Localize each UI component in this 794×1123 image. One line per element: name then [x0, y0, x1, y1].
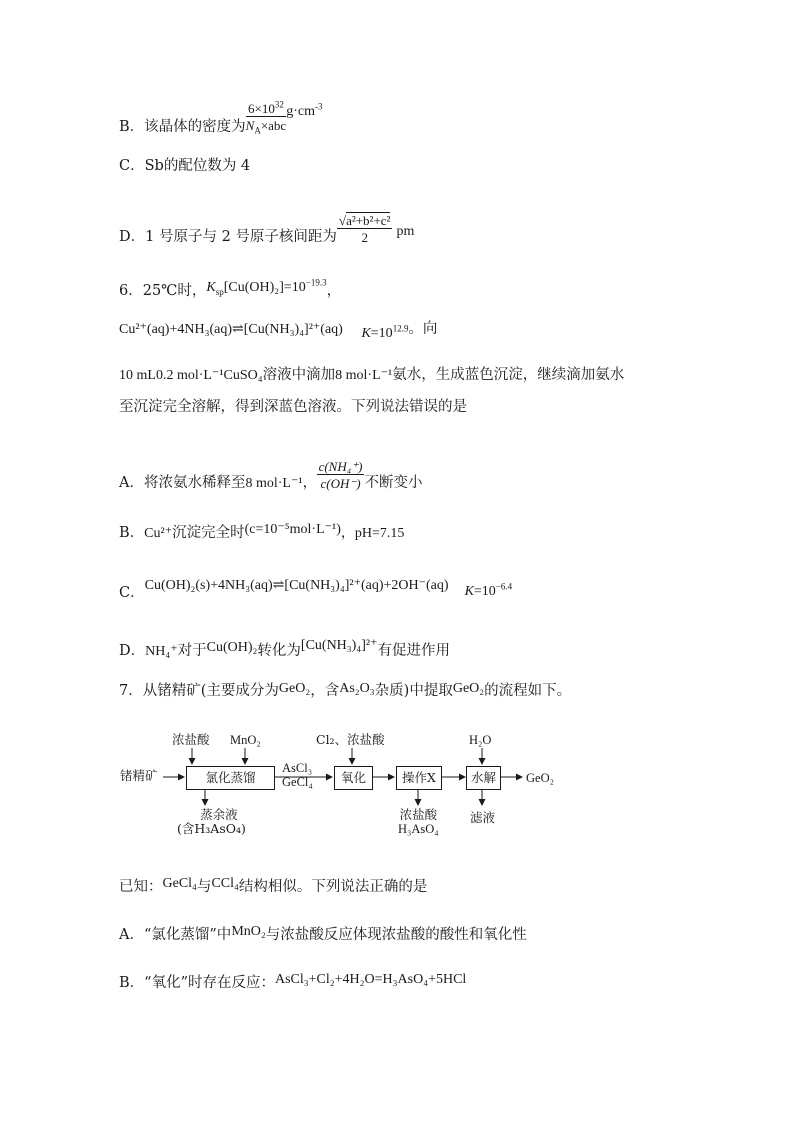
text: 的流程如下。 [484, 683, 572, 699]
dissolution-equation: Cu(OH)₂(s)+4NH₃(aq)⇌[Cu(NH₃)₄]²⁺(aq)+2OH⁻(aq) [144, 578, 449, 593]
density-numerator: 6×10 [248, 101, 275, 116]
text: ，含 [310, 683, 340, 699]
radicand: a²+b²+c² [346, 213, 391, 228]
equilibrium-constant: $K=10^{12.9}$ [361, 323, 409, 341]
reagent-hcl: 浓盐酸 [172, 732, 210, 747]
k-exponent: −6.4 [495, 581, 513, 592]
complex-ion: [Cu(NH₃)₄]²⁺ [300, 638, 378, 653]
option-text: “氯化蒸馏”中 [143, 927, 232, 943]
option-text: 该晶体的密度为 [144, 119, 246, 135]
q6-equation-1 [119, 321, 438, 341]
concentration: 8 mol·L⁻¹ [335, 368, 393, 383]
option-text: “氧化”时存在反应： [144, 975, 275, 991]
text: 杂质)中提取 [374, 683, 453, 699]
q6-option-c [119, 578, 513, 601]
reagent-water: H₂O [469, 733, 492, 747]
ksp-symbol: K [206, 280, 216, 295]
formula: MnO₂ [231, 924, 266, 939]
option-label: B． [119, 525, 145, 541]
intermediate-products [282, 762, 313, 790]
text: 溶液中滴加 [262, 367, 336, 383]
step-operation-x: 操作X [396, 766, 442, 790]
ascl3: AsCl₃ [282, 761, 313, 775]
ratio-fraction [317, 460, 365, 490]
formula: GeO₂ [452, 681, 485, 696]
filtrate: 滤液 [470, 810, 496, 825]
q6-option-b [119, 522, 405, 541]
option-label: C． [119, 158, 145, 174]
output-geo2: GeO₂ [526, 771, 554, 785]
waste-residue [177, 807, 246, 837]
q6-option-d [119, 638, 450, 659]
ion: Cu²⁺ [144, 526, 173, 541]
text: 与 [196, 879, 212, 895]
step-chlorination-distillation: 氯化蒸馏 [186, 766, 275, 790]
q6-line-3 [119, 368, 624, 383]
punct: 。向 [408, 321, 438, 337]
condition: (c=10⁻⁵mol·L⁻¹) [244, 522, 341, 537]
q7-header [119, 681, 572, 699]
q5-option-c [119, 159, 250, 174]
residue-note: (含H₃AsO₄) [177, 821, 246, 837]
formula: GeO₂ [278, 681, 311, 696]
option-text: 沉淀完全时 [172, 525, 245, 541]
solution-amount: 10 mL0.2 mol·L⁻¹CuSO₄ [119, 368, 263, 383]
avogadro-subscript: A [254, 125, 261, 136]
q7-option-b [119, 972, 467, 991]
ksp-exponent: −19.3 [305, 277, 327, 288]
text: 结构相似。下列说法正确的是 [238, 879, 428, 895]
concentration: 8 mol·L⁻¹， [245, 476, 317, 491]
text: 对于 [177, 643, 207, 659]
text: 氨水，生成蓝色沉淀，继续滴加氨水 [392, 367, 625, 383]
reagent-cl2-hcl: Cl₂、浓盐酸 [316, 732, 385, 747]
option-text: 将浓氨水稀释至 [143, 475, 246, 491]
k-exponent: 12.9 [392, 323, 409, 334]
waste-operation-x [398, 808, 439, 837]
numerator-exponent: 32 [274, 99, 284, 110]
q5-option-d [119, 213, 415, 252]
waste-h3aso4: H₃AsO₄ [398, 822, 439, 837]
distance-fraction: $\frac{\text{√a²+b²+c²}}{2}$ [338, 213, 391, 245]
density-unit [286, 101, 323, 119]
q7-option-a [119, 924, 527, 943]
formula: GeCl₄ [162, 876, 197, 891]
option-text: Sb的配位数为 4 [144, 158, 251, 174]
option-text: 不断变小 [364, 475, 423, 491]
ph-value: ，pH=7.15 [340, 526, 405, 541]
distance-unit: pm [396, 224, 415, 239]
ratio-numerator: c(NH₄⁺) [318, 459, 363, 474]
q6-line-4 [119, 400, 467, 415]
unit-exponent: -3 [314, 101, 323, 112]
ksp-expression [206, 277, 327, 297]
option-text: 1 号原子与 2 号原子核间距为 [145, 229, 337, 245]
waste-hcl: 浓盐酸 [399, 807, 438, 822]
option-label: B． [119, 975, 145, 991]
text: 有促进作用 [377, 643, 450, 659]
avogadro-symbol: N [245, 118, 255, 133]
option-text: 与浓盐酸反应体现浓盐酸的酸性和氧化性 [265, 927, 527, 943]
ksp-body: [Cu(OH)₂]=10 [223, 280, 306, 295]
step-oxidation: 氧化 [334, 766, 373, 790]
question-number: 6．25℃时， [119, 283, 207, 299]
option-label: B． [119, 119, 145, 135]
option-label: D． [119, 229, 146, 245]
option-label: A． [119, 475, 144, 491]
equilibrium-constant: $K=10^{-6.4}$ [464, 581, 513, 599]
step-hydrolysis: 水解 [466, 766, 501, 790]
q6-header [119, 277, 342, 299]
density-denominator: ×abc [260, 118, 287, 133]
text: 转化为 [257, 643, 301, 659]
q7-known [119, 876, 428, 895]
density-fraction [245, 99, 287, 136]
gecl4: GeCl₄ [282, 774, 313, 789]
input-material: 锗精矿 [120, 768, 158, 783]
punct: ， [326, 283, 342, 299]
option-label: D． [119, 643, 146, 659]
option-label: C． [119, 585, 145, 601]
option-label: A． [119, 927, 144, 943]
text: 已知： [119, 879, 163, 895]
ammonium: NH₄⁺ [145, 644, 178, 659]
formula: CCl₄ [211, 876, 239, 891]
hydroxide: Cu(OH)₂ [206, 640, 258, 655]
complex-equation: Cu²⁺(aq)+4NH₃(aq)⇌[Cu(NH₃)₄]²⁺(aq) [119, 322, 343, 337]
unit-text: g·cm [286, 104, 315, 119]
residue-label: 蒸余液 [200, 807, 238, 822]
distance-denominator: 2 [337, 228, 393, 244]
ratio-denominator: c(OH⁻) [320, 476, 361, 491]
question-stem: 至沉淀完全溶解，得到深蓝色溶液。下列说法错误的是 [119, 399, 467, 415]
q6-option-a [119, 459, 423, 498]
ksp-subscript: sp [215, 286, 224, 297]
oxidation-equation: AsCl₃+Cl₂+4H₂O=H₃AsO₄+5HCl [274, 972, 467, 987]
reagent-mno2: MnO₂ [230, 733, 261, 747]
text: 7．从锗精矿(主要成分为 [119, 683, 279, 699]
formula: As₂O₃ [339, 681, 375, 696]
